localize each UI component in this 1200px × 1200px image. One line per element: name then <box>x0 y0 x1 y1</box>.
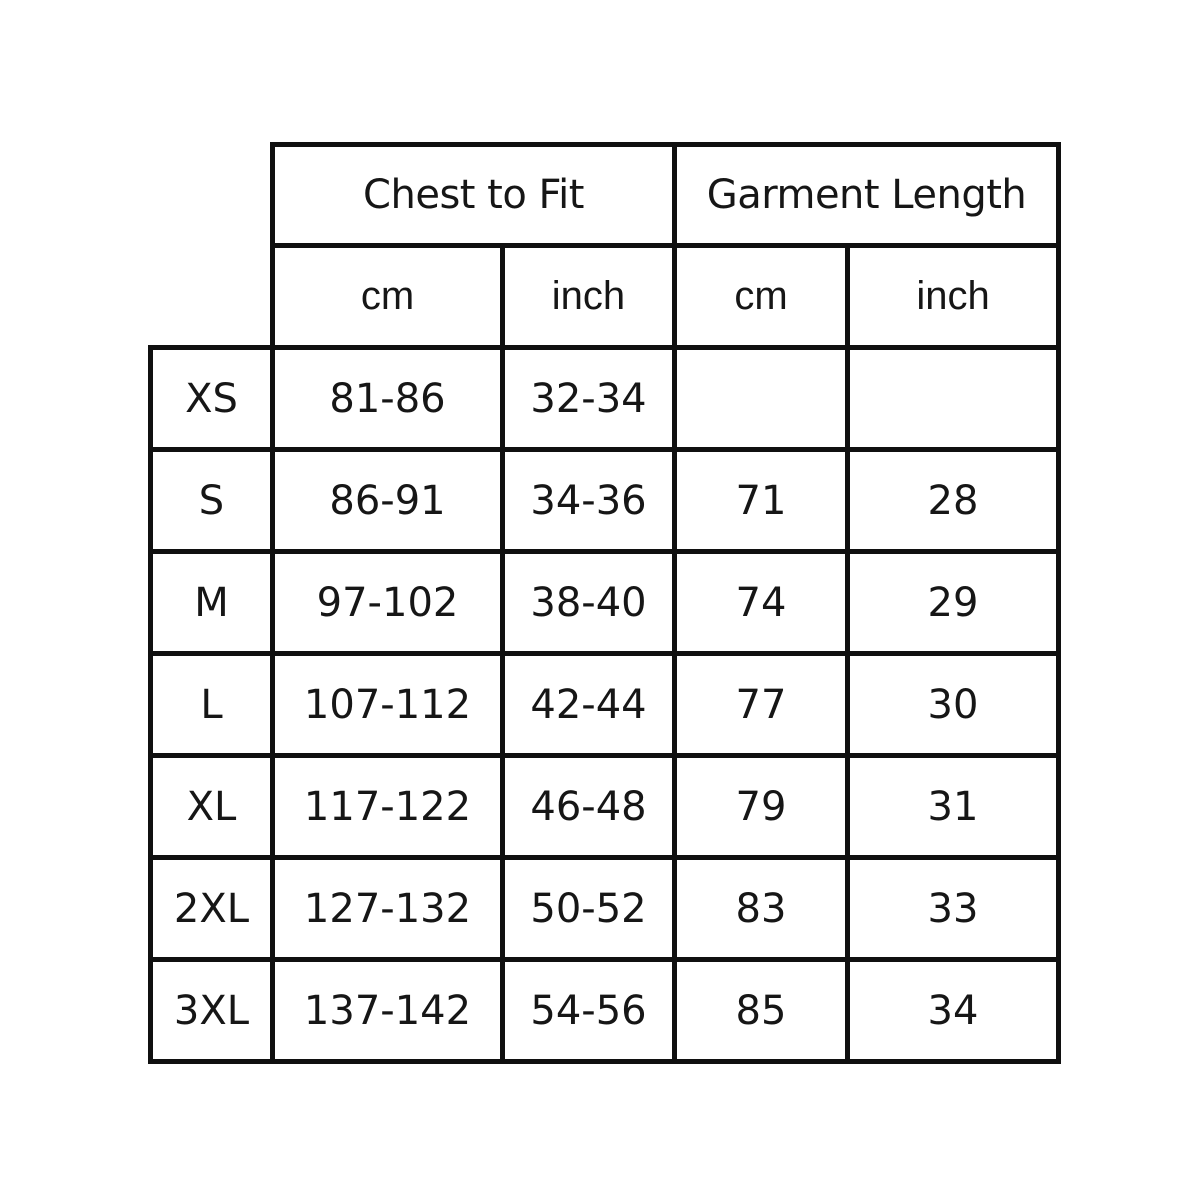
unit-header-chest-cm: cm <box>273 246 503 348</box>
cell-value: 86-91 <box>273 450 503 552</box>
cell-value: 117-122 <box>273 756 503 858</box>
unit-header-garment-cm: cm <box>675 246 848 348</box>
table-row-2xl <box>151 858 1059 960</box>
table-row-xs <box>151 348 1059 450</box>
cell-value: 42-44 <box>503 654 675 756</box>
cell-value: 32-34 <box>503 348 675 450</box>
cell-value: 81-86 <box>273 348 503 450</box>
unit-header-chest-inch: inch <box>503 246 675 348</box>
cell-value: 83 <box>675 858 848 960</box>
column-group-chest-to-fit: Chest to Fit <box>273 145 675 246</box>
table-row-3xl <box>151 960 1059 1062</box>
cell-value: 34-36 <box>503 450 675 552</box>
corner-blank-cell <box>151 246 273 348</box>
corner-blank-cell <box>151 145 273 246</box>
cell-value: 79 <box>675 756 848 858</box>
size-label: M <box>151 552 273 654</box>
cell-value <box>848 348 1059 450</box>
cell-value: 31 <box>848 756 1059 858</box>
cell-value: 30 <box>848 654 1059 756</box>
size-label: 3XL <box>151 960 273 1062</box>
cell-value: 127-132 <box>273 858 503 960</box>
cell-value: 71 <box>675 450 848 552</box>
size-label: XL <box>151 756 273 858</box>
size-label: 2XL <box>151 858 273 960</box>
cell-value: 54-56 <box>503 960 675 1062</box>
size-label: L <box>151 654 273 756</box>
unit-header-garment-inch: inch <box>848 246 1059 348</box>
size-table-body <box>151 348 1059 1062</box>
cell-value: 85 <box>675 960 848 1062</box>
table-row-l <box>151 654 1059 756</box>
table-row-s <box>151 450 1059 552</box>
cell-value: 50-52 <box>503 858 675 960</box>
group-header-row <box>151 145 1059 246</box>
cell-value: 28 <box>848 450 1059 552</box>
cell-value: 34 <box>848 960 1059 1062</box>
cell-value: 77 <box>675 654 848 756</box>
cell-value <box>675 348 848 450</box>
size-label: S <box>151 450 273 552</box>
cell-value: 97-102 <box>273 552 503 654</box>
table-row-m <box>151 552 1059 654</box>
unit-header-row <box>151 246 1059 348</box>
cell-value: 29 <box>848 552 1059 654</box>
cell-value: 137-142 <box>273 960 503 1062</box>
size-chart-table <box>148 142 1061 1064</box>
size-chart <box>148 142 1061 1064</box>
table-row-xl <box>151 756 1059 858</box>
cell-value: 46-48 <box>503 756 675 858</box>
cell-value: 38-40 <box>503 552 675 654</box>
size-label: XS <box>151 348 273 450</box>
cell-value: 107-112 <box>273 654 503 756</box>
column-group-garment-length: Garment Length <box>675 145 1059 246</box>
cell-value: 33 <box>848 858 1059 960</box>
cell-value: 74 <box>675 552 848 654</box>
